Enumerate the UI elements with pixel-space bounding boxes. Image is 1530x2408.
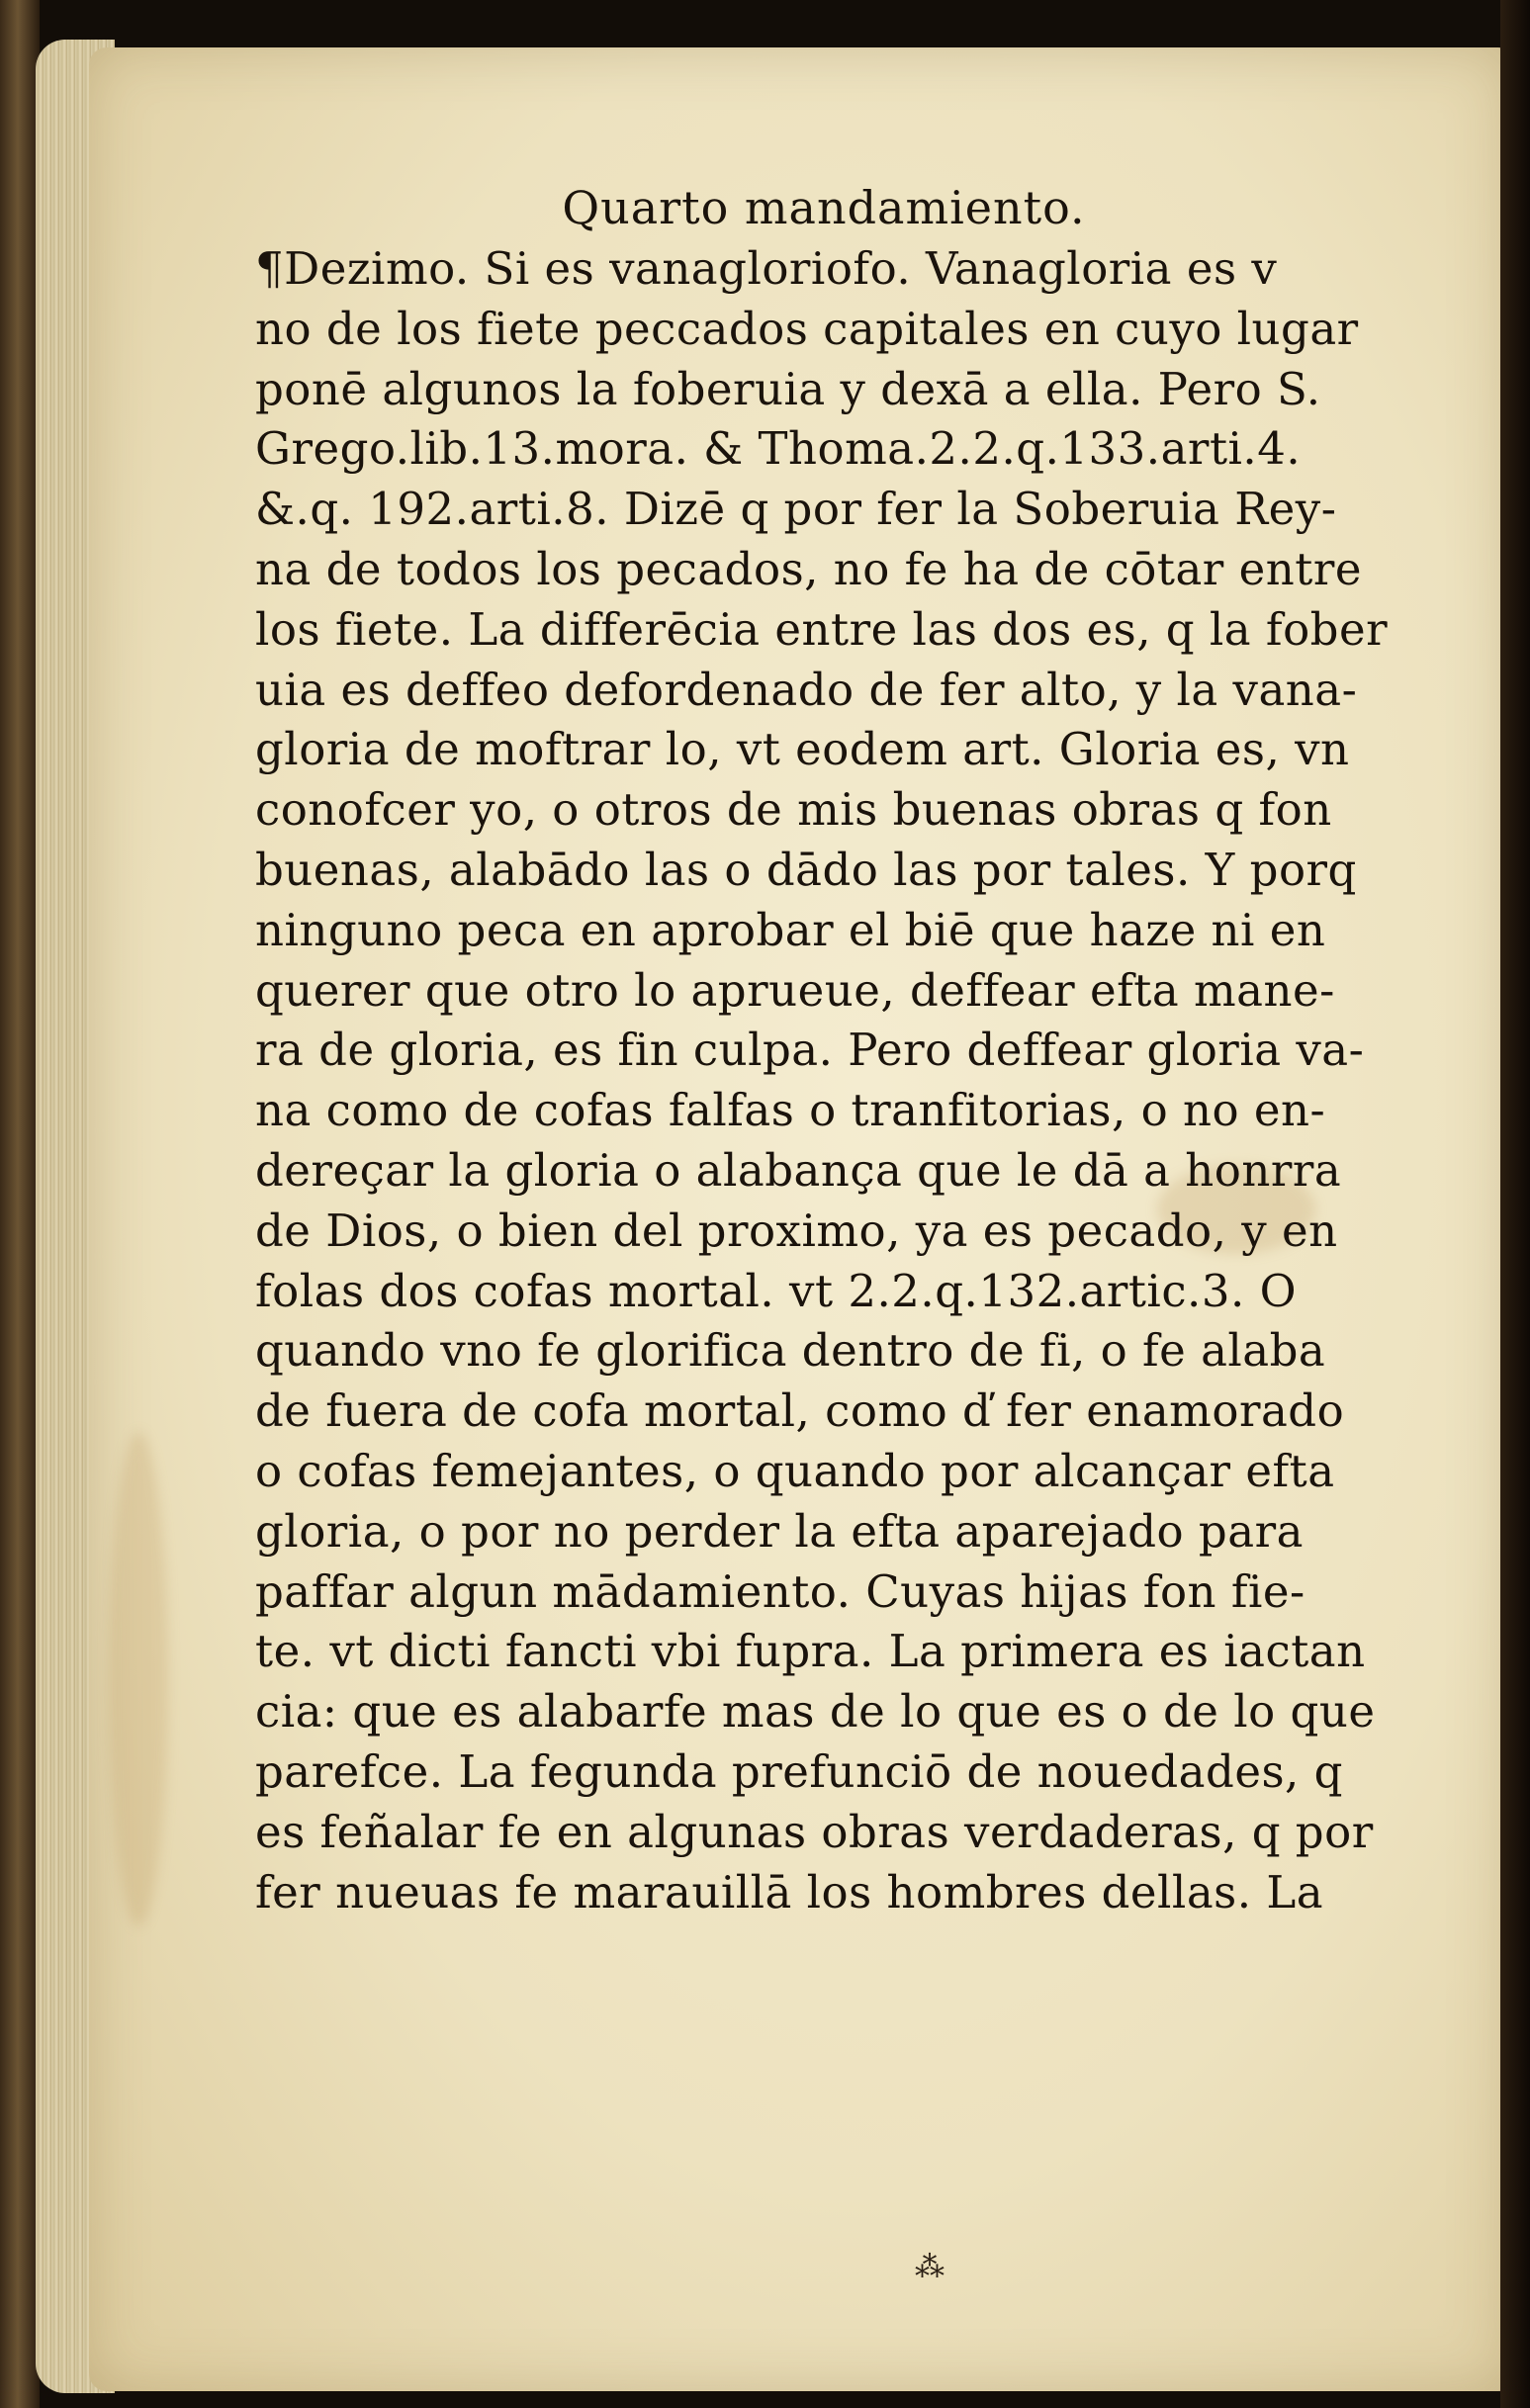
text-line: querer que otro lo aprueue, deffear efta mane- (255, 963, 1335, 1017)
right-edge (1500, 0, 1530, 2408)
text-line: ponē algunos la foberuia y dexā a ella. Pero S. (255, 362, 1321, 415)
text-line: quando vno fe glorifica dentro de fi, o fe alaba (255, 1324, 1326, 1378)
text-line: ninguno peca en aprobar el biē que haze ni en (255, 903, 1326, 956)
text-line: o cofas femejantes, o quando por alcançar efta (255, 1444, 1335, 1497)
text-line: gloria, o por no perder la efta aparejado para (255, 1504, 1304, 1558)
text-line: &.q. 192.arti.8. Dizē q por fer la Soberuia Rey- (255, 483, 1337, 536)
text-line: paffar algun mādamiento. Cuyas hijas fon fie- (255, 1564, 1305, 1618)
text-line: ra de gloria, es fin culpa. Pero deffear gloria va- (255, 1024, 1365, 1077)
text-line: ¶Dezimo. Si es vanagloriofo. Vanagloria es v (255, 242, 1278, 295)
text-line: gloria de moftrar lo, vt eodem art. Gloria es, vn (255, 723, 1350, 776)
text-line: na de todos los pecados, no fe ha de cōtar entre (255, 542, 1362, 595)
text-line: los fiete. La differēcia entre las dos es, q la fober (255, 602, 1389, 656)
text-line: fer nueuas fe marauillā los hombres dellas. La (255, 1865, 1324, 1918)
book-binding (0, 0, 40, 2408)
text-line: folas dos cofas mortal. vt 2.2.q.132.artic.3. O (255, 1264, 1297, 1317)
text-line: no de los fiete peccados capitales en cuyo lugar (255, 302, 1359, 355)
text-line: te. vt dicti fancti vbi fupra. La primera es iactan (255, 1625, 1366, 1678)
text-line: na como de cofas falfas o tranfitorias, o no en- (255, 1084, 1326, 1137)
text-line: es feñalar fe en algunas obras verdaderas, q por (255, 1805, 1374, 1858)
text-line: cia: que es alabarfe mas de lo que es o de lo que (255, 1685, 1376, 1739)
text-line: dereçar la gloria o alabança que le dā a honrra (255, 1143, 1342, 1197)
text-line: de fuera de cofa mortal, como ď fer enamorado (255, 1384, 1345, 1438)
text-line: parefce. La fegunda prefunciō de nouedades, q (255, 1744, 1343, 1798)
text-line: buenas, alabādo las o dādo las por tales. Y porq (255, 843, 1357, 896)
text-line: Grego.lib.13.mora. & Thoma.2.2.q.133.arti.4. (255, 422, 1302, 476)
folio-mark: ⁂ (915, 2250, 945, 2284)
text-line: de Dios, o bien del proximo, ya es pecado, y en (255, 1204, 1338, 1257)
text-line: uia es deffeo defordenado de fer alto, y la vana- (255, 663, 1358, 716)
stain (109, 1432, 168, 1926)
page-heading: Quarto mandamiento. (562, 181, 1086, 234)
text-line: conofcer yo, o otros de mis buenas obras q fon (255, 783, 1332, 837)
page-text (255, 178, 1393, 1922)
